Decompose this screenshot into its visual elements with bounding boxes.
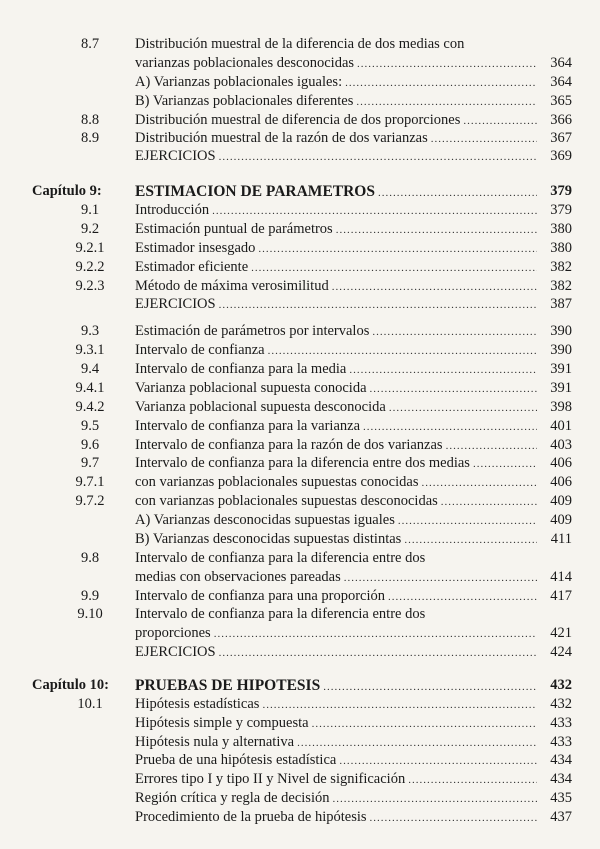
section-number: 9.4.2 — [75, 399, 105, 415]
page-number: 434 — [550, 771, 572, 787]
toc-row — [0, 54, 600, 73]
section-title: Distribución muestral de diferencia de dos proporciones — [135, 112, 461, 128]
section-number: 8.8 — [80, 112, 100, 128]
dot-leader — [219, 296, 537, 315]
section-number: 8.9 — [80, 130, 100, 146]
dot-leader — [339, 752, 537, 771]
section-title: A) Varianzas poblacionales iguales: — [135, 74, 343, 90]
page-number: 380 — [550, 221, 572, 237]
toc-entry — [135, 695, 537, 715]
toc-entry — [135, 417, 537, 437]
toc-row — [0, 751, 600, 770]
toc-row — [0, 147, 600, 166]
page-number: 364 — [550, 74, 572, 90]
page-number: 417 — [550, 588, 572, 604]
toc-row — [0, 258, 600, 277]
page-number: 424 — [550, 644, 572, 660]
toc-row — [0, 417, 600, 436]
chapter-number: Capítulo 10: — [32, 677, 109, 693]
toc-entry — [135, 129, 537, 149]
dot-leader — [404, 531, 537, 550]
dot-leader — [332, 790, 537, 809]
toc-entry — [135, 92, 537, 112]
toc-row — [0, 454, 600, 473]
toc-entry — [135, 511, 537, 531]
chapter-number: Capítulo 9: — [32, 183, 102, 199]
toc-row — [0, 129, 600, 148]
page-number: 411 — [550, 531, 572, 547]
toc-entry — [135, 360, 537, 380]
dot-leader — [473, 455, 537, 474]
toc-row — [0, 624, 600, 643]
section-title: proporciones — [135, 625, 211, 641]
toc-entry — [135, 676, 537, 697]
section-title: Varianza poblacional supuesta desconocida — [135, 399, 386, 415]
page-number: 366 — [550, 112, 572, 128]
chapter-title: ESTIMACION DE PARAMETROS — [135, 183, 375, 200]
toc-entry — [135, 277, 537, 297]
section-title: Intervalo de confianza para la media — [135, 361, 347, 377]
toc-row — [0, 770, 600, 789]
toc-entry — [135, 587, 537, 607]
dot-leader — [258, 240, 537, 259]
chapter-title: PRUEBAS DE HIPOTESIS — [135, 677, 321, 694]
section-number: 9.1 — [80, 202, 100, 218]
toc-row — [0, 35, 600, 54]
toc-entry — [135, 295, 537, 315]
section-number: 9.2.2 — [75, 259, 105, 275]
toc-entry — [135, 341, 537, 361]
dot-leader — [372, 323, 537, 342]
toc-row — [0, 201, 600, 220]
section-title: Método de máxima verosimilitud — [135, 278, 329, 294]
toc-entry — [135, 770, 537, 790]
toc-row — [0, 473, 600, 492]
page-number: 379 — [550, 183, 572, 199]
section-title: Estimación puntual de parámetros — [135, 221, 333, 237]
page-number: 432 — [550, 696, 572, 712]
page-number: 390 — [550, 342, 572, 358]
toc-entry — [135, 454, 537, 474]
toc-row — [0, 714, 600, 733]
page-number: 364 — [550, 55, 572, 71]
page-number: 380 — [550, 240, 572, 256]
section-title: EJERCICIOS — [135, 148, 216, 164]
toc-row — [0, 92, 600, 111]
section-number: 9.2.1 — [75, 240, 105, 256]
toc-entry — [135, 398, 537, 418]
section-number: 9.6 — [80, 437, 100, 453]
dot-leader — [262, 696, 537, 715]
toc-entry — [135, 182, 537, 203]
section-title: Introducción — [135, 202, 210, 218]
dot-leader — [312, 715, 537, 734]
toc-entry — [135, 789, 537, 809]
toc-row — [0, 220, 600, 239]
page-number: 390 — [550, 323, 572, 339]
toc-row — [0, 808, 600, 827]
section-number: 8.7 — [80, 36, 100, 52]
toc-row — [0, 643, 600, 662]
toc-row — [0, 789, 600, 808]
page-number: 382 — [550, 259, 572, 275]
toc-entry — [135, 220, 537, 240]
page-number: 387 — [550, 296, 572, 312]
section-title: B) Varianzas poblacionales diferentes — [135, 93, 354, 109]
toc-row — [0, 587, 600, 606]
toc-entry — [135, 549, 575, 568]
toc-row — [0, 239, 600, 258]
dot-leader — [349, 361, 537, 380]
section-title: Intervalo de confianza para la diferencia entre dos — [135, 550, 426, 566]
page-number: 369 — [550, 148, 572, 164]
toc-entry — [135, 147, 537, 167]
page-number: 391 — [550, 380, 572, 396]
dot-leader — [219, 148, 537, 167]
section-number: 9.7.2 — [75, 493, 105, 509]
toc-row — [0, 295, 600, 314]
section-title: varianzas poblacionales desconocidas — [135, 55, 355, 71]
toc-entry — [135, 751, 537, 771]
dot-leader — [268, 342, 537, 361]
toc-row — [0, 511, 600, 530]
section-title: con varianzas poblacionales supuestas conocidas — [135, 474, 419, 490]
toc-entry — [135, 379, 537, 399]
section-title: Región crítica y regla de decisión — [135, 790, 330, 806]
chapter-row — [0, 182, 600, 201]
section-title: Errores tipo I y tipo II y Nivel de significación — [135, 771, 406, 787]
section-title: Intervalo de confianza — [135, 342, 265, 358]
dot-leader — [398, 512, 537, 531]
section-number: 9.8 — [80, 550, 100, 566]
section-number: 9.2 — [80, 221, 100, 237]
dot-leader — [219, 644, 537, 663]
section-title: Intervalo de confianza para la varianza — [135, 418, 361, 434]
section-number: 9.9 — [80, 588, 100, 604]
toc-entry — [135, 239, 537, 259]
toc-row — [0, 73, 600, 92]
page-number: 365 — [550, 93, 572, 109]
page-number: 382 — [550, 278, 572, 294]
page-number: 406 — [550, 474, 572, 490]
toc-row — [0, 398, 600, 417]
section-title: EJERCICIOS — [135, 644, 216, 660]
page-number: 432 — [550, 677, 572, 693]
toc-entry — [135, 568, 537, 588]
toc-row — [0, 379, 600, 398]
section-title: Intervalo de confianza para la razón de dos varianzas — [135, 437, 443, 453]
page-number: 379 — [550, 202, 572, 218]
section-number: 9.4 — [80, 361, 100, 377]
toc-entry — [135, 643, 537, 663]
section-title: Estimación de parámetros por intervalos — [135, 323, 370, 339]
section-title: B) Varianzas desconocidas supuestas distintas — [135, 531, 402, 547]
dot-leader — [336, 221, 537, 240]
toc-row — [0, 695, 600, 714]
dot-leader — [214, 625, 537, 644]
dot-leader — [251, 259, 537, 278]
toc-row — [0, 436, 600, 455]
page-number: 403 — [550, 437, 572, 453]
toc-row — [0, 733, 600, 752]
toc-entry — [135, 473, 537, 493]
toc-row — [0, 111, 600, 130]
toc-row — [0, 605, 600, 624]
page-number: 433 — [550, 734, 572, 750]
toc-entry — [135, 54, 537, 74]
section-title: Intervalo de confianza para la diferencia entre dos medias — [135, 455, 470, 471]
dot-leader — [344, 569, 537, 588]
section-title: con varianzas poblacionales supuestas desconocidas — [135, 493, 438, 509]
page-number: 434 — [550, 752, 572, 768]
page-number: 391 — [550, 361, 572, 377]
dot-leader — [370, 380, 537, 399]
section-title: EJERCICIOS — [135, 296, 216, 312]
dot-leader — [421, 474, 537, 493]
page-number: 435 — [550, 790, 572, 806]
dot-leader — [363, 418, 537, 437]
section-number: 10.1 — [77, 696, 103, 712]
section-title: Prueba de una hipótesis estadística — [135, 752, 337, 768]
toc-row — [0, 360, 600, 379]
toc-row — [0, 549, 600, 568]
section-number: 9.7.1 — [75, 474, 105, 490]
toc-entry — [135, 436, 537, 456]
section-number: 9.2.3 — [75, 278, 105, 294]
page-number: 406 — [550, 455, 572, 471]
toc-entry — [135, 624, 537, 644]
section-number: 9.10 — [77, 606, 103, 622]
page-number: 414 — [550, 569, 572, 585]
toc-row — [0, 322, 600, 341]
page-number: 437 — [550, 809, 572, 825]
section-title: Hipótesis estadísticas — [135, 696, 260, 712]
toc-entry — [135, 530, 537, 550]
section-title: A) Varianzas desconocidas supuestas iguales — [135, 512, 395, 528]
toc-row — [0, 341, 600, 360]
section-title: Distribución muestral de la razón de dos varianzas — [135, 130, 428, 146]
dot-leader — [408, 771, 537, 790]
dot-leader — [212, 202, 537, 221]
section-title: medias con observaciones pareadas — [135, 569, 341, 585]
toc-row — [0, 277, 600, 296]
section-title: Hipótesis simple y compuesta — [135, 715, 309, 731]
section-title: Varianza poblacional supuesta conocida — [135, 380, 367, 396]
section-number: 9.4.1 — [75, 380, 105, 396]
toc-entry — [135, 605, 575, 624]
toc-entry — [135, 258, 537, 278]
page-number: 409 — [550, 493, 572, 509]
toc-entry — [135, 322, 537, 342]
dot-leader — [441, 493, 537, 512]
section-title: Estimador insesgado — [135, 240, 256, 256]
toc-entry — [135, 714, 537, 734]
dot-leader — [345, 74, 537, 93]
dot-leader — [370, 809, 537, 828]
toc-entry — [135, 111, 537, 131]
section-number: 9.5 — [80, 418, 100, 434]
section-title: Intervalo de confianza para la diferencia entre dos — [135, 606, 426, 622]
toc-entry — [135, 808, 537, 828]
page-number: 433 — [550, 715, 572, 731]
toc-row — [0, 530, 600, 549]
page-number: 398 — [550, 399, 572, 415]
section-number: 9.7 — [80, 455, 100, 471]
toc-entry — [135, 35, 575, 54]
toc-row — [0, 492, 600, 511]
section-number: 9.3 — [80, 323, 100, 339]
dot-leader — [389, 399, 537, 418]
toc-entry — [135, 73, 537, 93]
section-title: Hipótesis nula y alternativa — [135, 734, 295, 750]
toc-entry — [135, 201, 537, 221]
page-number: 409 — [550, 512, 572, 528]
page-number: 401 — [550, 418, 572, 434]
toc-entry — [135, 492, 537, 512]
page-number: 421 — [550, 625, 572, 641]
dot-leader — [356, 93, 537, 112]
page-number: 367 — [550, 130, 572, 146]
toc-row — [0, 568, 600, 587]
section-title: Estimador eficiente — [135, 259, 249, 275]
section-title: Procedimiento de la prueba de hipótesis — [135, 809, 367, 825]
section-number: 9.3.1 — [75, 342, 105, 358]
toc-entry — [135, 733, 537, 753]
dot-leader — [357, 55, 537, 74]
chapter-row — [0, 676, 600, 695]
section-title: Distribución muestral de la diferencia de dos medias con — [135, 36, 465, 52]
section-title: Intervalo de confianza para una proporción — [135, 588, 386, 604]
